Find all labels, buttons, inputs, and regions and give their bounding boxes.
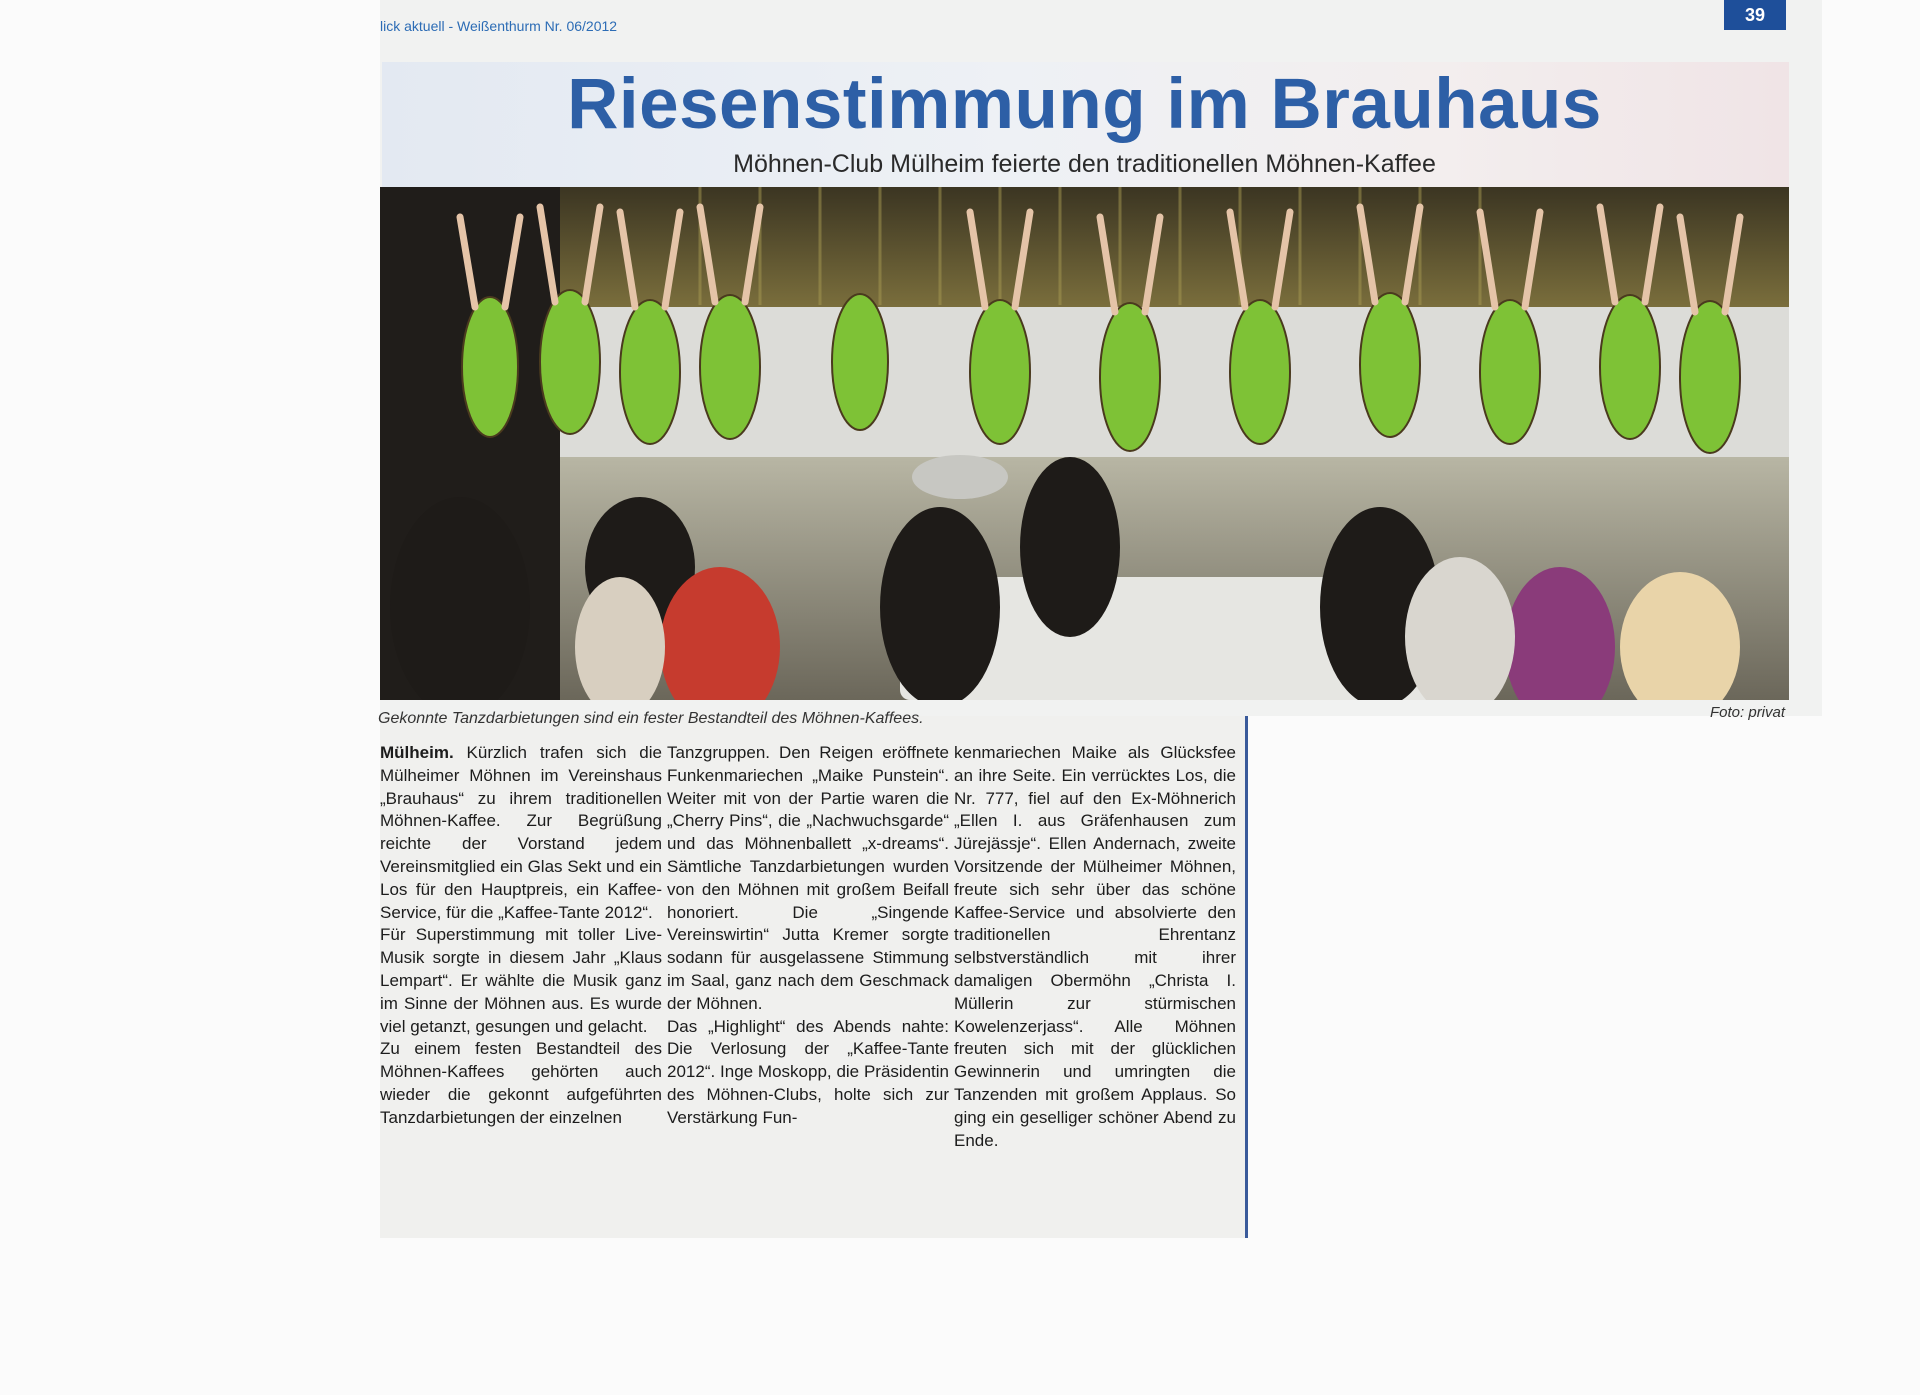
dance-photo-illustration <box>380 187 1789 700</box>
article-paragraph: Zu einem festen Bestandteil des Möhnen-Kaffees gehörten auch wieder die gekonnt aufgeführten Tanzdarbietungen der einzelnen <box>380 1039 662 1127</box>
article-paragraph: kenmariechen Maike als Glücksfee an ihre Seite. Ein verrücktes Los, die Nr. 777, fiel auf den Ex-Möhnerich „Ellen I. aus Gräfenhausen zum Jürejässje“. Ellen Andernach, zweite Vorsitzende der Mülheimer Möhnen, freute sich sehr über das schöne Kaffee-Service und absolvierte den traditionellen Ehrentanz selbstverständlich mit ihrer damaligen Obermöhn „Christa I. Müllerin zur stürmischen Kowelenzerjass“. Alle Möhnen freuten sich mit der glücklichen Gewinnerin und umringten die Tanzenden mit großem Applaus. So ging ein geselliger schöner Abend zu Ende. <box>954 743 1236 1150</box>
article-paragraph <box>380 742 662 924</box>
article-column-1 <box>380 742 662 1130</box>
article-paragraph: Tanzgruppen. Den Reigen eröffnete Funkenmariechen „Maike Punstein“. Weiter mit von der Partie waren die „Cherry Pins“, die „Nachwuchsgarde“ und das Möhnenballett „x-dreams“. Sämtliche Tanzdarbietungen wurden von den Möhnen mit großem Beifall honoriert. Die „Singende Vereinswirtin“ Jutta Kremer sorgte sodann für ausgelassene Stimmung im Saal, ganz nach dem Geschmack der Möhnen. <box>667 743 949 1013</box>
issue-line: lick aktuell - Weißenthurm Nr. 06/2012 <box>380 18 618 34</box>
page-number-badge: 39 <box>1724 0 1786 30</box>
article-paragraph: Für Superstimmung mit toller Live-Musik sorgte in diesem Jahr „Klaus Lempart“. Er wählte die Musik ganz im Sinne der Möhnen aus. Es wurde viel getanzt, gesungen und gelacht. <box>380 925 662 1036</box>
article-column-3 <box>954 742 1236 1152</box>
dance-photo <box>380 187 1789 700</box>
subheadline: Möhnen-Club Mülheim feierte den traditionellen Möhnen-Kaffee <box>733 150 1436 178</box>
paragraph-text: Kürzlich trafen sich die Mülheimer Möhnen im Vereinshaus „Brauhaus“ zu ihrem traditionellen Möhnen-Kaffee. Zur Begrüßung reichte der Vorstand jedem Vereinsmitglied ein Glas Sekt und ein Los für den Hauptpreis, ein Kaffee-Service, für die „Kaffee-Tante 2012“. <box>380 743 662 922</box>
headline: Riesenstimmung im Brauhaus <box>567 65 1602 144</box>
dateline: Mülheim. <box>380 743 454 762</box>
photo-credit: Foto: privat <box>1710 704 1786 721</box>
article-paragraph: Das „Highlight“ des Abends nahte: Die Verlosung der „Kaffee-Tante 2012“. Inge Moskopp, die Präsidentin des Möhnen-Clubs, holte sich zur Verstärkung Fun- <box>667 1016 949 1127</box>
photo-caption: Gekonnte Tanzdarbietungen sind ein fester Bestandteil des Möhnen-Kaffees. <box>378 710 924 727</box>
article-column-2 <box>667 742 949 1130</box>
